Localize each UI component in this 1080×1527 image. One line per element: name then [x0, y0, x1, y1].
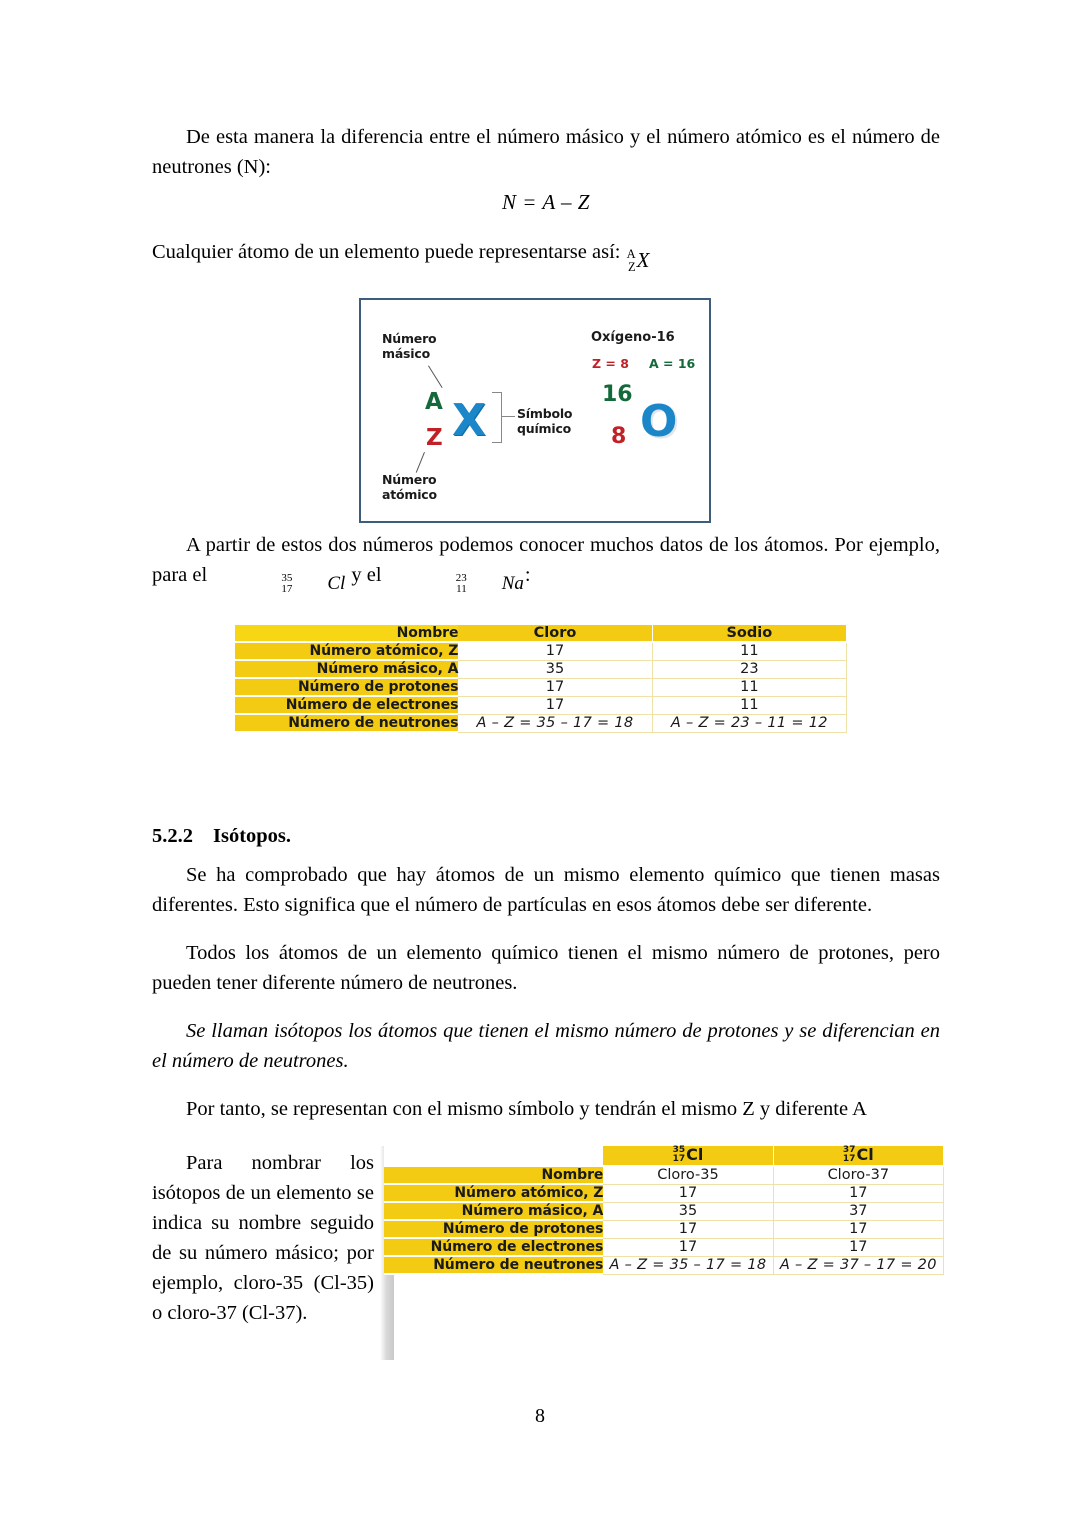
table1-row-label-electrones: Número de electrones — [235, 697, 458, 715]
nuclide-cl35-mass: 35 — [672, 1144, 686, 1155]
table1-cloro-electrones: 17 — [458, 697, 652, 715]
table-row — [384, 1167, 944, 1185]
table2-cl37-neutrones: A – Z = 37 – 17 = 20 — [774, 1257, 944, 1275]
table-row — [235, 697, 847, 715]
table1-row-label-numero-masico: Número másico, A — [235, 661, 458, 679]
nuclide-cl35 — [673, 1146, 704, 1165]
figure-example-atomic: 8 — [611, 423, 627, 449]
nuclide-generic-atomic: Z — [628, 260, 636, 275]
table-row — [384, 1185, 944, 1203]
nuclide-sodium-mass: 23 — [455, 571, 467, 584]
page-content — [152, 122, 940, 1364]
table2-cl35-numero-masico: 35 — [603, 1203, 773, 1221]
paragraph-protons: Todos los átomos de un elemento químico tienen el mismo número de protones, pero pueden tener diferente número de neutrones. — [152, 941, 940, 994]
equation-neutron-number: N = A – Z — [502, 190, 590, 214]
nuclide-sodium-atomic: 11 — [456, 583, 467, 596]
table-cl-na-wrap — [152, 625, 940, 825]
figure-contents — [361, 300, 709, 521]
section-heading — [152, 825, 940, 848]
table2-cl37-nombre: Cloro-37 — [774, 1167, 944, 1185]
nuclide-generic-symbol: X — [636, 247, 650, 272]
nuclide-cl37-symbol: Cl — [856, 1145, 874, 1165]
table2-row-label-numero-masico: Número másico, A — [384, 1203, 603, 1221]
paragraph-intro: De esta manera la diferencia entre el número másico y el número atómico es el número de neutrones (N): — [152, 126, 940, 178]
paragraph-representation — [152, 237, 940, 274]
nuclide-sodium-symbol: Na — [501, 572, 524, 594]
table-isotopes — [384, 1146, 944, 1275]
figure-atomic-notation — [152, 298, 940, 530]
leader-line-atomic — [416, 452, 426, 473]
page-number: 8 — [535, 1405, 545, 1427]
paragraph-naming: Para nombrar los isótopos de un elemento se indica su nombre seguido de su número másico; por ejemplo, cloro-35 (Cl-35) o cloro-37 (Cl-37). — [152, 1151, 374, 1324]
table-row — [235, 715, 847, 733]
table2-cl35-protones: 17 — [603, 1221, 773, 1239]
table2-cl37-protones: 17 — [774, 1221, 944, 1239]
table1-cloro-numero-masico: 35 — [458, 661, 652, 679]
table1-sodio-numero-masico: 23 — [653, 661, 847, 679]
figure-bracket-stem — [501, 416, 515, 418]
table-row — [384, 1239, 944, 1257]
table-cl-na — [235, 625, 847, 733]
nuclide-sodium — [388, 572, 524, 595]
from-numbers-mid: y el — [351, 563, 382, 586]
figure-letter-a: A — [425, 388, 443, 415]
nuclide-cl37-mass: 37 — [842, 1144, 856, 1155]
nuclide-cl35-atomic: 17 — [672, 1154, 686, 1165]
section-title: Isótopos. — [213, 824, 292, 847]
table1-row-label-neutrones: Número de neutrones — [235, 715, 458, 733]
table-row — [384, 1203, 944, 1221]
table-row — [235, 679, 847, 697]
table-row — [384, 1221, 944, 1239]
table2-cl37-electrones: 17 — [774, 1239, 944, 1257]
figure-example-z: Z = 8 — [592, 355, 629, 371]
figure-example-symbol: O — [640, 395, 678, 447]
table2-cl37-numero-atomico: 17 — [774, 1185, 944, 1203]
table2-row-label-electrones: Número de electrones — [384, 1239, 603, 1257]
nuclide-chlorine-mass: 35 — [281, 571, 293, 584]
table2-row-label-nombre: Nombre — [384, 1167, 603, 1185]
table2-cl35-neutrones: A – Z = 35 – 17 = 18 — [603, 1257, 773, 1275]
table1-row-label-numero-atomico: Número atómico, Z — [235, 643, 458, 661]
table2-corner — [384, 1146, 603, 1167]
table1-cloro-neutrones: A – Z = 35 – 17 = 18 — [458, 715, 652, 733]
nuclide-chlorine-atomic: 17 — [281, 583, 293, 596]
table-row — [384, 1146, 944, 1167]
table2-cl35-electrones: 17 — [603, 1239, 773, 1257]
table1-sodio-neutrones: A – Z = 23 – 11 = 12 — [653, 715, 847, 733]
table1-cloro-numero-atomico: 17 — [458, 643, 652, 661]
table1-header-cloro: Cloro — [458, 625, 652, 643]
representation-text: Cualquier átomo de un elemento puede representarse así: — [152, 241, 621, 263]
figure-example-title: Oxígeno-16 — [591, 329, 675, 345]
paragraph-masses: Se ha comprobado que hay átomos de un mismo elemento químico que tienen masas diferentes. Esto significa que el número de partículas en esos átomos debe ser diferente. — [152, 863, 940, 916]
figure-example-a: A = 16 — [649, 355, 696, 371]
figure-letter-z: Z — [426, 424, 443, 451]
table1-sodio-protones: 11 — [653, 679, 847, 697]
paragraph-from-numbers — [152, 530, 940, 595]
table1-sodio-numero-atomico: 11 — [653, 643, 847, 661]
table2-row-label-protones: Número de protones — [384, 1221, 603, 1239]
figure-letter-x: X — [452, 394, 486, 446]
nuclide-chlorine-symbol: Cl — [327, 572, 346, 594]
table2-row-label-neutrones: Número de neutrones — [384, 1257, 603, 1275]
figure-atomic-number-label: Número atómico — [382, 471, 437, 502]
table-row — [235, 661, 847, 679]
leader-line-mass — [428, 365, 443, 388]
figure-mass-number-label: Número másico — [382, 330, 437, 361]
nuclide-generic — [627, 247, 650, 274]
nuclide-cl37 — [843, 1146, 874, 1165]
table2-cl35-nombre: Cloro-35 — [603, 1167, 773, 1185]
table1-cloro-protones: 17 — [458, 679, 652, 697]
table2-header-cl37 — [774, 1146, 944, 1167]
table-row — [384, 1257, 944, 1275]
figure-example-mass: 16 — [602, 381, 633, 407]
table2-cl35-numero-atomico: 17 — [603, 1185, 773, 1203]
figure-symbol-label: Símbolo químico — [517, 405, 573, 436]
section-number: 5.2.2 — [152, 824, 193, 847]
table2-header-cl35 — [603, 1146, 773, 1167]
paragraph-same-symbol: Por tanto, se representan con el mismo símbolo y tendrán el mismo Z y diferente A — [186, 1097, 867, 1120]
table2-row-label-numero-atomico: Número atómico, Z — [384, 1185, 603, 1203]
from-numbers-text: A partir de estos dos números podemos conocer muchos datos de los átomos. Por ejemplo, para el — [152, 533, 940, 586]
table1-row-label-protones: Número de protones — [235, 679, 458, 697]
table1-row-label-nombre: Nombre — [235, 625, 458, 643]
table-row — [235, 625, 847, 643]
table1-sodio-electrones: 11 — [653, 697, 847, 715]
table2-cl37-numero-masico: 37 — [774, 1203, 944, 1221]
table-row — [235, 643, 847, 661]
nuclide-generic-mass: A — [626, 247, 636, 262]
nuclide-chlorine — [213, 572, 345, 595]
nuclide-cl35-symbol: Cl — [686, 1145, 704, 1165]
nuclide-cl37-atomic: 17 — [842, 1154, 856, 1165]
from-numbers-end: : — [524, 563, 531, 586]
figure-border-box — [359, 298, 711, 523]
isotopes-block — [152, 1146, 940, 1364]
table1-header-sodio: Sodio — [653, 625, 847, 643]
paragraph-definition: Se llaman isótopos los átomos que tienen el mismo número de protones y se diferencian en el número de neutrones. — [152, 1019, 940, 1072]
